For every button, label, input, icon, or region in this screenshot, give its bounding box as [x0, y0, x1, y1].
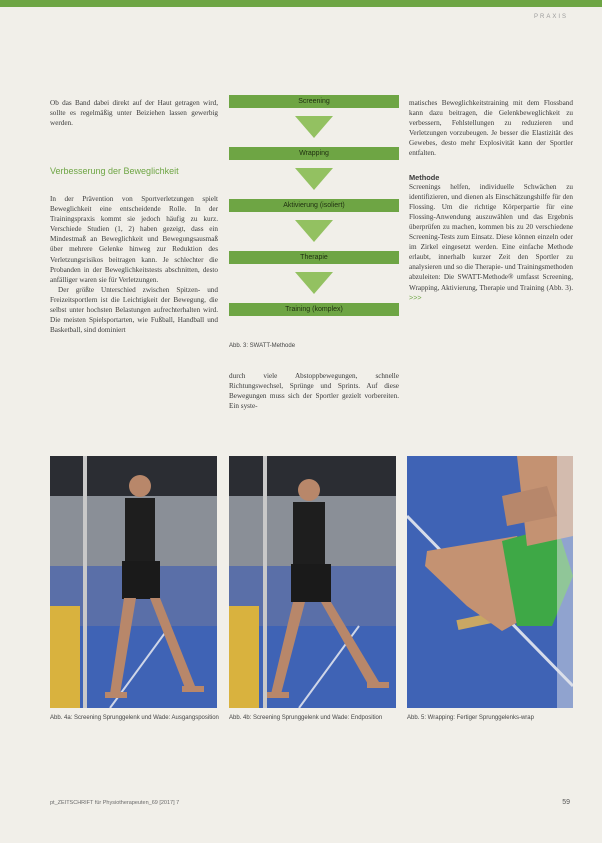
body-paragraph-methode: Screenings helfen, individuelle Schwächen zu identifizieren, und dienen als Einschätzungshilfe für den Flossing. Um die richtige Körperpartie für eine Flossing-Anwendung auszuwählen und das Ergebnis überprüfen zu machen, kommen bis zu 20 verschiedene Screening-Tests zum Einsatz. Diese können einzeln oder im Zirkel eingesetzt werden. Eine einfache Methode erlaubt, innerhalb kurzer Zeit den Sportler zu analysieren und so die Therapie- und Trainingsmethoden abzuleiten: Die SWATT-Methode® umfasst Screening, Wrapping, Aktivierung, Therapie und Training (Abb. 3). >>>: [409, 182, 573, 302]
column-2-body: [229, 371, 399, 411]
column-1-intro: [50, 98, 218, 128]
footer-journal: pt_ZEITSCHRIFT für Physiotherapeuten_69 [2017] 7: [50, 800, 180, 806]
column-3-body: [409, 98, 573, 303]
top-accent-bar: [0, 0, 602, 7]
flow-step-therapie: Therapie: [229, 251, 399, 264]
figure-4b-caption: Abb. 4b: Screening Sprunggelenk und Wade: Endposition: [229, 715, 383, 721]
flow-arrow-down-icon: [295, 220, 333, 242]
flow-step-training: Training (komplex): [229, 303, 399, 316]
flow-arrow-down-icon: [295, 168, 333, 190]
body-paragraph-col2: durch viele Abstoppbewegungen, schnelle Richtungswechsel, Sprünge und Sprints. Auf diese Bewegungen muss sich der Sportler gezielt vorbereiten. Ein syste-: [229, 372, 399, 411]
athlete-lunge-image: [50, 456, 217, 708]
flow-arrow-down-icon: [295, 272, 333, 294]
swatt-flowchart: [229, 95, 399, 316]
figure-5-caption: Abb. 5: Wrapping: Fertiger Sprunggelenks-wrap: [407, 715, 534, 721]
body-paragraph-col3-1: matisches Beweglichkeitstraining mit dem Flossband kann dazu beitragen, die Gelenkbeweglichkeit zu verbessern, Fehlstellungen zu reduzieren und Verletzungen vorzubeugen. Je besser die Elastizität des Gewebes, desto mehr Explosivität kann der Sportler entfalten.: [409, 99, 573, 158]
flow-arrow-down-icon: [295, 116, 333, 138]
flow-step-aktivierung: Aktivierung (isoliert): [229, 199, 399, 212]
athlete-lunge-end-image: [229, 456, 396, 708]
continue-marker: >>>: [409, 292, 422, 302]
body-paragraph-2: Der größte Unterschied zwischen Spitzen- und Freizeitsportlern ist die Leichtigkeit der Bewegung, die selbst unter hochsten Belastungen aufrechterhalten wird. Die meisten Spielsportarten, wie Fußball, Handball und Basketball, sind dominiert: [50, 285, 218, 335]
photo-screening-end: [229, 456, 396, 708]
section-label: PRAXIS: [533, 14, 568, 20]
flow-step-screening: Screening: [229, 95, 399, 108]
figure-4a-caption: Abb. 4a: Screening Sprunggelenk und Wade: Ausgangsposition: [50, 715, 219, 721]
photo-screening-start: [50, 456, 217, 708]
page-number: 59: [562, 799, 570, 806]
flow-step-wrapping: Wrapping: [229, 147, 399, 160]
intro-paragraph: Ob das Band dabei direkt auf der Haut getragen wird, sollte es regelmäßig unter Beiziehen lassen gewerbig werden.: [50, 99, 218, 128]
figure-3-caption: Abb. 3: SWATT-Methode: [229, 343, 296, 349]
column-1-body: [50, 194, 218, 335]
section-heading-beweglichkeit: Verbesserung der Beweglichkeit: [50, 166, 179, 176]
methode-heading: Methode: [409, 172, 440, 182]
ankle-wrap-image: [407, 456, 573, 708]
body-paragraph-1: In der Prävention von Sportverletzungen spielt Beweglichkeit eine entscheidende Rolle. In der Trainingspraxis kommt sie jedoch häufig zu kurz. Verschiede Studien (1, 2) haben gezeigt, dass ein Mindestmaß an Beweglichkeit und Bewegungsausmaß über mehrere Gelenke hinweg zur Reduktion des Verletzungsrisikos beitragen kann. Je schlechter die Probanden in der Beweglichkeitstests abschnitten, desto anfälliger waren sie für Verletzungen.: [50, 195, 218, 284]
photo-ankle-wrap: [407, 456, 573, 708]
